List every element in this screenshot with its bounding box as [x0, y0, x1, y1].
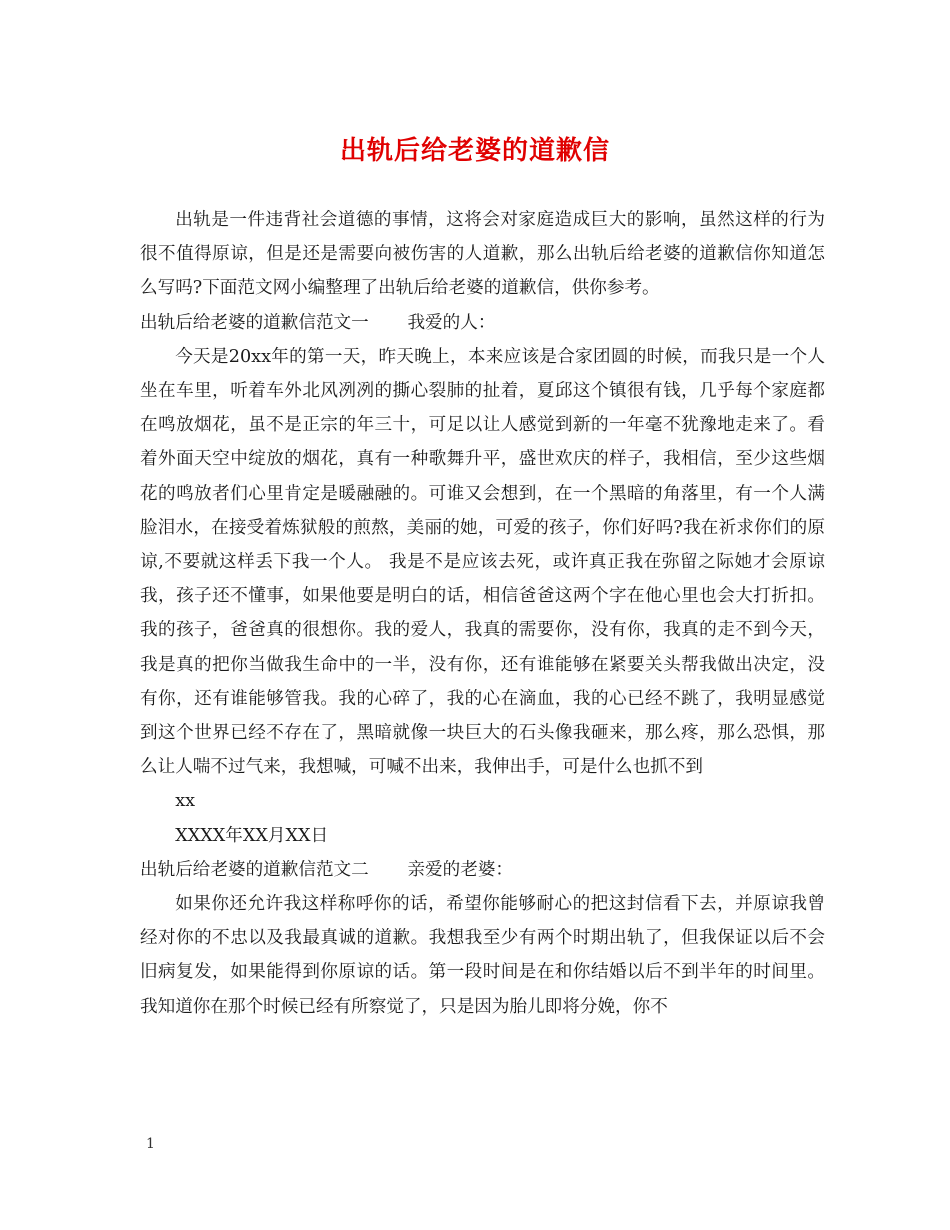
- section2-body: 如果你还允许我这样称呼你的话，希望你能够耐心的把这封信看下去，并原谅我曾经对你的不忠以及我最真诚的道歉。我想我至少有两个时期出轨了，但我保证以后不会旧病复发，如果能得到你原谅的话。第一段时间是在和你结婚以后不到半年的时间里。我知道你在那个时候已经有所察觉了，只是因为胎儿即将分娩，你不: [140, 894, 825, 1017]
- section1-body: 今天是20xx年的第一天，昨天晚上，本来应该是合家团圆的时候，而我只是一个人坐在车里，听着车外北风冽冽的撕心裂肺的扯着，夏邱这个镇很有钱，几乎每个家庭都在鸣放烟花，虽不是正宗的年三十，可足以让人感觉到新的一年毫不犹豫地走来了。看着外面天空中绽放的烟花，真有一种歌舞升平，盛世欢庆的样子，我相信，至少这些烟花的鸣放者们心里肯定是暖融融的。可谁又会想到，在一个黑暗的角落里，有一个人满脸泪水，在接受着炼狱般的煎熬，美丽的她，可爱的孩子，你们好吗?我在祈求你们的原谅,不要就这样丢下我一个人。 我是不是应该去死，或许真正我在弥留之际她才会原谅我，孩子还不懂事，如果他要是明白的话，相信爸爸这两个字在他心里也会大打折扣。我的孩子，爸爸真的很想你。我的爱人，我真的需要你，没有你，我真的走不到今天，我是真的把你当做我生命中的一半，没有你，还有谁能够在紧要关头帮我做出决定，没有你，还有谁能够管我。我的心碎了，我的心在滴血，我的心已经不跳了，我明显感觉到这个世界已经不存在了，黑暗就像一块巨大的石头像我砸来，那么疼，那么恐惧，那么让人喘不过气来，我想喊，可喊不出来，我伸出手，可是什么也抓不到: [140, 346, 825, 778]
- document-title: 出轨后给老婆的道歉信: [339, 136, 610, 166]
- section1-heading: 出轨后给老婆的道歉信范文一: [140, 312, 369, 333]
- section1-salutation: 我爱的人：: [407, 312, 496, 333]
- section1-date: XXXX年XX月XX日: [175, 825, 329, 846]
- page-number: 1: [146, 1136, 155, 1152]
- section1-heading-line: [140, 306, 825, 340]
- section2-heading: 出轨后给老婆的道歉信范文二: [140, 859, 369, 880]
- section2-heading-line: [140, 853, 825, 887]
- section1-signature: xx: [175, 791, 196, 812]
- document-body: [140, 203, 825, 1024]
- section2-salutation: 亲爱的老婆：: [407, 859, 514, 880]
- intro-paragraph: 出轨是一件违背社会道德的事情，这将会对家庭造成巨大的影响，虽然这样的行为很不值得原谅，但是还是需要向被伤害的人道歉，那么出轨后给老婆的道歉信你知道怎么写吗?下面范文网小编整理了出轨后给老婆的道歉信，供你参考。: [140, 210, 825, 299]
